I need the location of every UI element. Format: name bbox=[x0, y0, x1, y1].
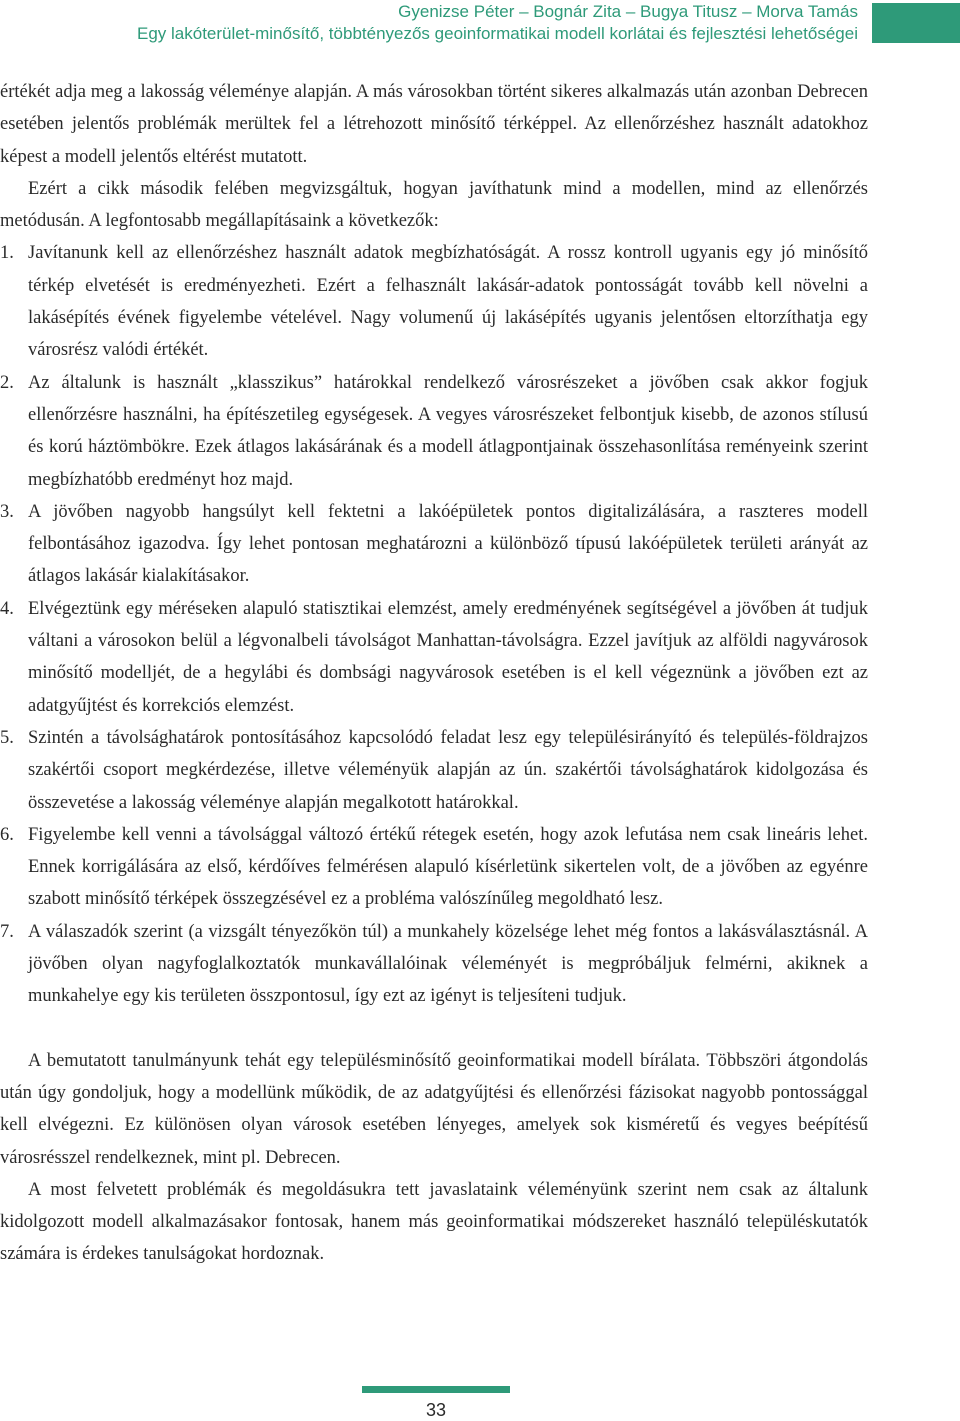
list-item-text: A válaszadók szerint (a vizsgált tényezőkön túl) a munkahely közelsége lehet még fontos a lakásválasztásnál. A jövőben olyan nagyfoglalkoztatók munkavállalóinak véleményét is megpróbáljuk felmérni, akiknek a munkahelye egy kis területen összpontosul, így ezt az igényt is teljesíteni tudjuk. bbox=[28, 921, 868, 1007]
header-article-title: Egy lakóterület-minősítő, többtényezős geoinformatikai modell korlátai és fejlesztési lehetőségei bbox=[137, 24, 858, 43]
running-header bbox=[0, 0, 960, 72]
list-item bbox=[0, 496, 868, 593]
findings-list bbox=[0, 237, 868, 1012]
list-item-text: Javítanunk kell az ellenőrzéshez használt adatok megbízhatóságát. A rossz kontroll ugyanis egy jó minősítő térkép elvetését is eredményezheti. Ezért a felhasznált lakásár-adatok pontosságát tovább kell növelni a lakásépítés évének figyelembe vételével. Nagy volumenű új lakásépítés ugyanis jelentősen eltorzíthatja egy városrész valódi értékét. bbox=[28, 243, 868, 361]
section-spacer bbox=[0, 1013, 868, 1045]
page-number: 33 bbox=[425, 1400, 447, 1420]
list-item-text: A jövőben nagyobb hangsúlyt kell fektetni a lakóépületek pontos digitalizálására, a raszteres modell felbontásához igazodva. Így lehet pontosan meghatározni a különböző típusú lakóépületek területi arányát az átlagos lakásár kialakításakor. bbox=[28, 501, 868, 587]
list-item bbox=[0, 819, 868, 916]
intro-paragraph: értékét adja meg a lakosság véleménye alapján. A más városokban történt sikeres alkalmazás után azonban Debrecen esetében jelentős problémák merültek fel a létrehozott minősítő térképpel. Az ellenőrzéshez használt adatokhoz képest a modell jelentős eltérést mutatott. bbox=[0, 82, 868, 167]
footer-accent-bar bbox=[362, 1386, 510, 1393]
list-item bbox=[0, 367, 868, 496]
list-item-text: Szintén a távolsághatárok pontosításához kapcsolódó feladat lesz egy településirányító és település-földrajzos szakértői csoport megkérdezése, illetve véleményük alapján az ún. szakértői távolsághatárok kidolgozása és összevetése a lakosság véleménye alapján megalkotott határokkal. bbox=[28, 727, 868, 813]
intro-paragraph-2: Ezért a cikk második felében megvizsgáltuk, hogyan javíthatunk mind a modellen, mind az ellenőrzés metódusán. A legfontosabb megállapításaink a következők: bbox=[0, 178, 868, 232]
conclusion-paragraph: A bemutatott tanulmányunk tehát egy településminősítő geoinformatikai modell bírálata. Többszöri átgondolás után úgy gondoljuk, hogy a modellünk működik, de az adatgyűjtési és ellenőrzési fázisokat nagyobb pontossággal kell elvégezni. Ez különösen olyan városok esetében lényeges, amelyek sok kisméretű és vegyes beépítésű városrésszel rendelkeznek, mint pl. Debrecen. bbox=[0, 1050, 868, 1168]
list-item-text: Elvégeztünk egy méréseken alapuló statisztikai elemzést, amely eredményének segítségével a jövőben át tudjuk váltani a városokon belül a légvonalbeli távolságot Manhattan-távolságra. Ezzel javítjuk az alföldi nagyvárosok minősítő modelljét, de a hegylábi és dombsági nagyvárosok esetében is el kell végeznünk a jövőben ezt az adatgyűjtést és korrekciós elemzést. bbox=[28, 598, 868, 716]
header-accent-block bbox=[872, 3, 960, 43]
list-item-number: 7. bbox=[0, 921, 14, 942]
list-item bbox=[0, 593, 868, 722]
body-text bbox=[0, 76, 868, 1271]
list-item-number: 3. bbox=[0, 501, 14, 522]
list-item-number: 5. bbox=[0, 727, 14, 748]
header-authors: Gyenizse Péter – Bognár Zita – Bugya Titusz – Morva Tamás bbox=[398, 2, 858, 21]
list-item-text: Az általunk is használt „klasszikus” határokkal rendelkező városrészeket a jövőben csak akkor fogjuk ellenőrzésre használni, ha építészetileg egységesek. A vegyes városrészeket felbontjuk kisebb, de azonos stílusú és korú háztömbökre. Ezek átlagos lakásárának és a modell átlagpontjainak összehasonlítása reményeink szerint megbízhatóbb eredményt hoz majd. bbox=[28, 372, 868, 490]
list-item-text: Figyelembe kell venni a távolsággal változó értékű rétegek esetén, hogy azok lefutása nem csak lineáris lehet. Ennek korrigálására az első, kérdőíves felmérésen alapuló kísérletünk sikertelen volt, de a jövőben az egyénre szabott minősítő térképek összegzésével ez a probléma valószínűleg megoldható lesz. bbox=[28, 824, 868, 910]
list-item-number: 2. bbox=[0, 372, 14, 393]
list-item bbox=[0, 237, 868, 366]
list-item bbox=[0, 916, 868, 1013]
list-item bbox=[0, 722, 868, 819]
list-item-number: 6. bbox=[0, 824, 14, 845]
list-item-number: 1. bbox=[0, 243, 14, 264]
conclusion-paragraph-2: A most felvetett problémák és megoldásukra tett javaslataink véleményünk szerint nem csak az általunk kidolgozott modell alkalmazásakor fontosak, hanem más geoinformatikai módszereket használó településkutatók számára is érdekes tanulságokat hordoznak. bbox=[0, 1179, 868, 1265]
list-item-number: 4. bbox=[0, 598, 14, 619]
